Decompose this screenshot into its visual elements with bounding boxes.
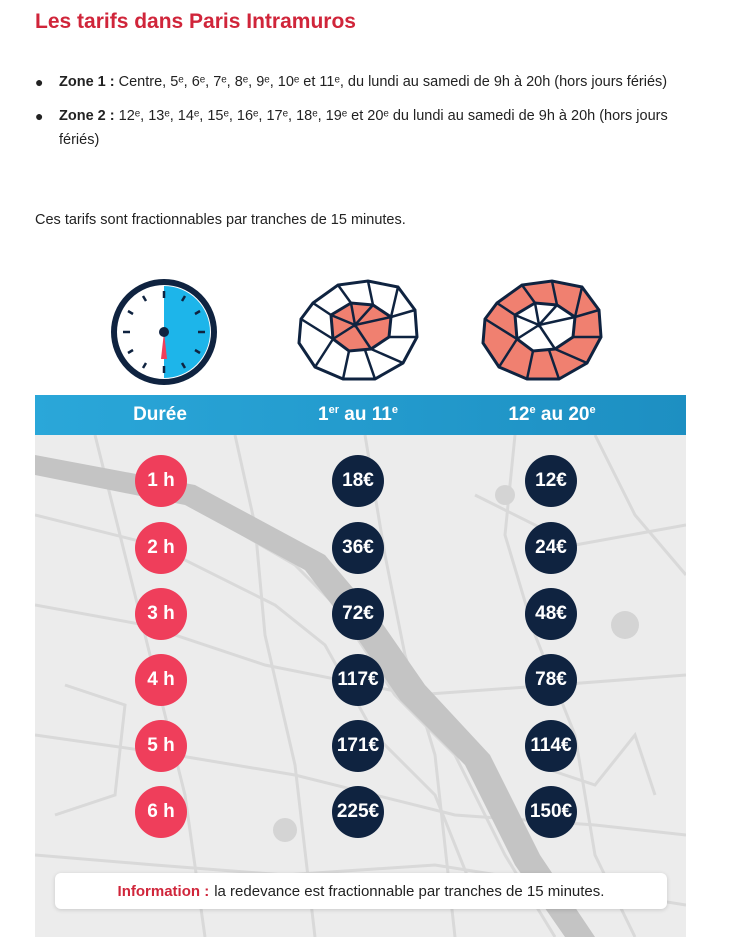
bullet-icon: ● bbox=[35, 74, 44, 90]
header-zone1-sup: er bbox=[328, 404, 340, 416]
zone-1-item bbox=[35, 70, 695, 94]
zone-2-text: 12ᵉ, 13ᵉ, 14ᵉ, 15ᵉ, 16ᵉ, 17ᵉ, 18ᵉ, 19ᵉ et 20ᵉ du lundi au samedi de 9h à 20h (hors jours fériés) bbox=[59, 108, 668, 148]
price-zone1-6h: 225€ bbox=[332, 786, 384, 838]
header-zone2-sup2: e bbox=[589, 404, 596, 416]
header-zone1 bbox=[293, 395, 423, 435]
paris-outer-map-icon bbox=[477, 275, 607, 385]
price-zone1-1h: 18€ bbox=[332, 455, 384, 507]
price-zone2-3h: 48€ bbox=[525, 588, 577, 640]
zone-list bbox=[35, 70, 695, 162]
price-zone2-4h: 78€ bbox=[525, 654, 577, 706]
price-zone1-4h: 117€ bbox=[332, 654, 384, 706]
header-zone2-mid: au 20 bbox=[535, 404, 590, 425]
header-duration: Durée bbox=[133, 404, 187, 425]
price-zone1-3h: 72€ bbox=[332, 588, 384, 640]
zone-1-text: Centre, 5ᵉ, 6ᵉ, 7ᵉ, 8ᵉ, 9ᵉ, 10ᵉ et 11ᵉ, du lundi au samedi de 9h à 20h (hors jours fériés) bbox=[118, 74, 668, 90]
info-text: la redevance est fractionnable par tranches de 15 minutes. bbox=[214, 882, 605, 900]
duration-5h: 5 h bbox=[135, 720, 187, 772]
table-header bbox=[35, 395, 686, 435]
paris-center-map-icon bbox=[293, 275, 423, 385]
header-zone2-sup: e bbox=[529, 404, 536, 416]
info-label: Information : bbox=[117, 882, 210, 900]
info-box bbox=[55, 873, 667, 909]
duration-4h: 4 h bbox=[135, 654, 187, 706]
clock-icon bbox=[109, 277, 219, 387]
price-zone1-2h: 36€ bbox=[332, 522, 384, 574]
icon-row bbox=[35, 275, 686, 385]
zone-2-label: Zone 2 : bbox=[59, 108, 115, 124]
bullet-icon: ● bbox=[35, 108, 44, 124]
duration-1h: 1 h bbox=[135, 455, 187, 507]
fraction-note: Ces tarifs sont fractionnables par tranches de 15 minutes. bbox=[35, 212, 406, 228]
price-table bbox=[35, 435, 686, 937]
price-zone2-1h: 12€ bbox=[525, 455, 577, 507]
header-zone2 bbox=[477, 395, 627, 435]
price-zone2-2h: 24€ bbox=[525, 522, 577, 574]
page-title: Les tarifs dans Paris Intramuros bbox=[35, 10, 356, 33]
header-zone1-mid: au 11 bbox=[339, 404, 392, 425]
price-zone2-6h: 150€ bbox=[525, 786, 577, 838]
header-zone1-num: 1 bbox=[318, 404, 329, 425]
duration-6h: 6 h bbox=[135, 786, 187, 838]
price-zone2-5h: 114€ bbox=[525, 720, 577, 772]
zone-2-item bbox=[35, 104, 695, 152]
header-zone1-sup2: e bbox=[391, 404, 398, 416]
price-zone1-5h: 171€ bbox=[332, 720, 384, 772]
duration-3h: 3 h bbox=[135, 588, 187, 640]
zone-1-label: Zone 1 : bbox=[59, 74, 115, 90]
header-zone2-num: 12 bbox=[508, 404, 530, 425]
duration-2h: 2 h bbox=[135, 522, 187, 574]
